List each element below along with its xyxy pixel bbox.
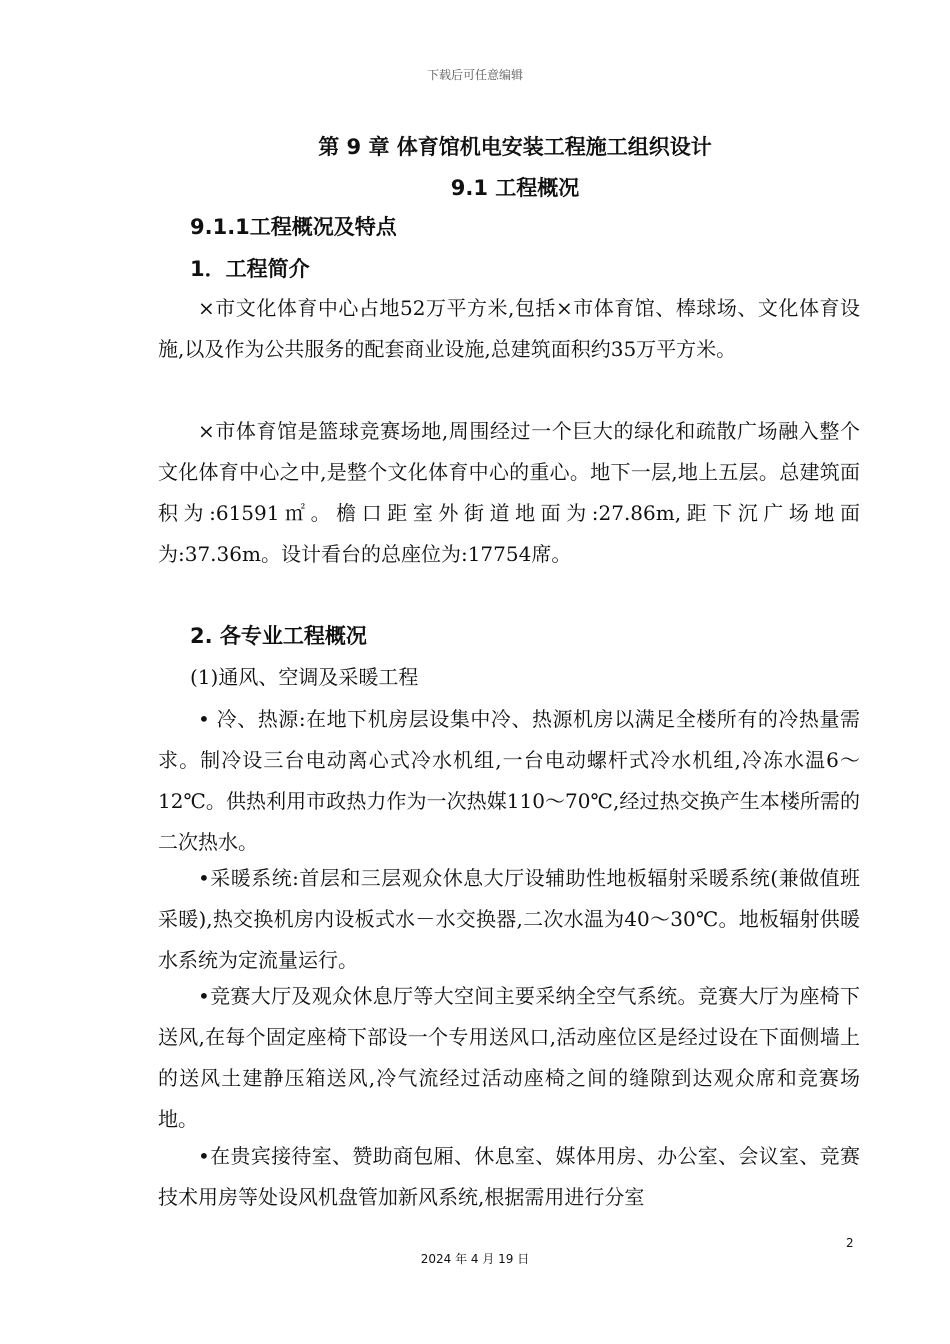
page-footer-date: 2024 年 4 月 19 日 xyxy=(420,1252,530,1266)
paragraph-project-intro: ×市文化体育中心占地52万平方米,包括×市体育馆、棒球场、文化体育设施,以及作为公共服务的配套商业设施,总建筑面积约35万平方米。 xyxy=(158,296,860,361)
bullet-fan-coil: •在贵宾接待室、赞助商包厢、休息室、媒体用房、办公室、会议室、竞赛技术用房等处设风机盘管加新风系统,根据需用进行分室 xyxy=(158,1144,860,1209)
page-number: 2 xyxy=(846,1236,854,1250)
subsection-title: 9.1.1工程概况及特点 xyxy=(190,215,397,239)
section-title: 9.1 工程概况 xyxy=(450,176,580,200)
item2-subheading: (1)通风、空调及采暖工程 xyxy=(190,665,419,689)
page-header: 下载后可任意编辑 xyxy=(426,68,523,82)
bullet-heating-system: •采暖系统:首层和三层观众休息大厅设辅助性地板辐射采暖系统(兼做值班采暖),热交换机房内设板式水－水交换器,二次水温为40～30℃。地板辐射供暖水系统为定流量运行。 xyxy=(158,866,860,972)
paragraph-gymnasium-details: ×市体育馆是篮球竞赛场地,周围经过一个巨大的绿化和疏散广场融入整个文化体育中心之中,是整个文化体育中心的重心。地下一层,地上五层。总建筑面积为:61591㎡。檐口距室外街道地面为:27.86m,距下沉广场地面为:37.36m。设计看台的总座位为:17754席。 xyxy=(158,419,860,566)
chapter-title: 第 9 章 体育馆机电安装工程施工组织设计 xyxy=(318,135,712,159)
item1-heading: 1．工程简介 xyxy=(190,257,310,281)
bullet-air-system: •竞赛大厅及观众休息厅等大空间主要采纳全空气系统。竞赛大厅为座椅下送风,在每个固定座椅下部设一个专用送风口,活动座位区是经过设在下面侧墙上的送风土建静压箱送风,冷气流经过活动座椅之间的缝隙到达观众席和竞赛场地。 xyxy=(158,984,860,1131)
bullet-heat-cold-source: • 冷、热源:在地下机房层设集中冷、热源机房以满足全楼所有的冷热量需求。制冷设三台电动离心式冷水机组,一台电动螺杆式冷水机组,冷冻水温6～12℃。供热利用市政热力作为一次热媒110～70℃,经过热交换产生本楼所需的二次热水。 xyxy=(158,707,860,854)
item2-heading: 2. 各专业工程概况 xyxy=(190,624,367,648)
